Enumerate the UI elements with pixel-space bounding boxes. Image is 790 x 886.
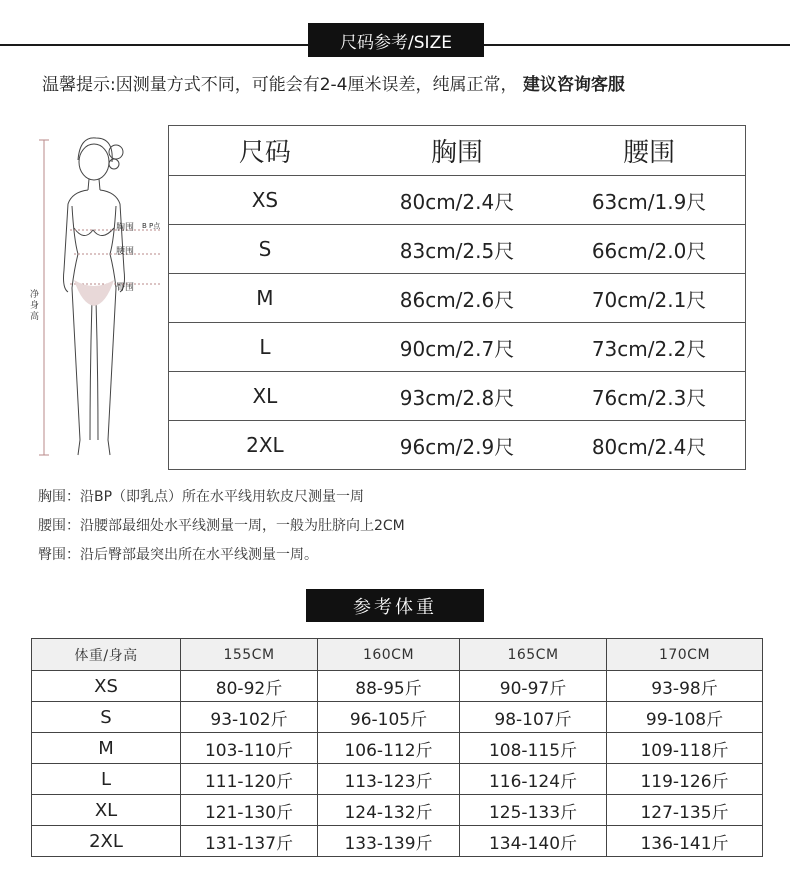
figure-label-hip: 臀围 — [116, 283, 135, 293]
weight-cell: 106-112斤 — [318, 733, 460, 764]
table-row — [32, 826, 763, 857]
weight-cell: 116-124斤 — [460, 764, 607, 795]
table-row — [32, 702, 763, 733]
weight-cell: 124-132斤 — [318, 795, 460, 826]
note-waist: 腰围：沿腰部最细处水平线测量一周，一般为肚脐向上2CM — [38, 518, 405, 534]
figure-label-waist: 腰围 — [116, 247, 135, 257]
size-cell: L — [32, 764, 181, 795]
table-row — [169, 176, 746, 225]
table-row — [169, 274, 746, 323]
header-155cm: 155CM — [181, 639, 318, 671]
notice-text: 温馨提示:因测量方式不同，可能会有2-4厘米误差，纯属正常， — [42, 75, 518, 95]
measurement-notes — [38, 486, 738, 573]
size-cell: M — [169, 274, 361, 323]
weight-cell: 125-133斤 — [460, 795, 607, 826]
size-cell: S — [169, 225, 361, 274]
figure-label-bust: 胸围 — [116, 223, 135, 233]
size-cell: XS — [32, 671, 181, 702]
body-outline-illustration — [30, 120, 170, 470]
table-row — [32, 671, 763, 702]
weight-cell: 109-118斤 — [607, 733, 763, 764]
weight-cell: 96-105斤 — [318, 702, 460, 733]
waist-cell: 63cm/1.9尺 — [553, 176, 745, 225]
weight-table-header — [32, 639, 763, 671]
weight-cell: 108-115斤 — [460, 733, 607, 764]
table-row — [169, 323, 746, 372]
weight-cell: 113-123斤 — [318, 764, 460, 795]
weight-cell: 133-139斤 — [318, 826, 460, 857]
waist-cell: 70cm/2.1尺 — [553, 274, 745, 323]
weight-cell: 88-95斤 — [318, 671, 460, 702]
weight-section-title: 参考体重 — [306, 589, 484, 622]
weight-cell: 134-140斤 — [460, 826, 607, 857]
bust-cell: 86cm/2.6尺 — [361, 274, 553, 323]
size-table-header — [169, 126, 746, 176]
size-cell: XL — [32, 795, 181, 826]
figure-label-bp: B P点 — [142, 222, 161, 230]
size-cell: 2XL — [32, 826, 181, 857]
weight-cell: 127-135斤 — [607, 795, 763, 826]
size-cell: L — [169, 323, 361, 372]
table-row — [32, 795, 763, 826]
bust-cell: 83cm/2.5尺 — [361, 225, 553, 274]
table-row — [169, 421, 746, 470]
body-measurement-figure — [30, 120, 170, 470]
table-row — [32, 733, 763, 764]
waist-cell: 73cm/2.2尺 — [553, 323, 745, 372]
waist-cell: 66cm/2.0尺 — [553, 225, 745, 274]
measurement-notice — [42, 70, 762, 95]
bust-cell: 80cm/2.4尺 — [361, 176, 553, 225]
note-hip: 臀围：沿后臀部最突出所在水平线测量一周。 — [38, 547, 318, 563]
header-size: 尺码 — [169, 126, 361, 176]
size-cell: S — [32, 702, 181, 733]
weight-cell: 121-130斤 — [181, 795, 318, 826]
bust-cell: 96cm/2.9尺 — [361, 421, 553, 470]
table-row — [32, 764, 763, 795]
size-table — [168, 125, 746, 470]
size-section-title: 尺码参考/SIZE — [308, 23, 484, 57]
weight-cell: 98-107斤 — [460, 702, 607, 733]
weight-cell: 90-97斤 — [460, 671, 607, 702]
weight-cell: 131-137斤 — [181, 826, 318, 857]
figure-label-height: 净身高 — [30, 290, 40, 322]
header-waist: 腰围 — [553, 126, 745, 176]
weight-cell: 119-126斤 — [607, 764, 763, 795]
weight-cell: 136-141斤 — [607, 826, 763, 857]
weight-cell: 103-110斤 — [181, 733, 318, 764]
bust-cell: 90cm/2.7尺 — [361, 323, 553, 372]
header-bust: 胸围 — [361, 126, 553, 176]
weight-cell: 93-98斤 — [607, 671, 763, 702]
weight-table — [31, 638, 763, 857]
weight-cell: 80-92斤 — [181, 671, 318, 702]
header-160cm: 160CM — [318, 639, 460, 671]
bust-cell: 93cm/2.8尺 — [361, 372, 553, 421]
weight-cell: 99-108斤 — [607, 702, 763, 733]
notice-emphasis: 建议咨询客服 — [522, 75, 625, 95]
size-cell: XS — [169, 176, 361, 225]
header-165cm: 165CM — [460, 639, 607, 671]
header-170cm: 170CM — [607, 639, 763, 671]
waist-cell: 80cm/2.4尺 — [553, 421, 745, 470]
table-row — [169, 372, 746, 421]
table-row — [169, 225, 746, 274]
note-bust: 胸围：沿BP（即乳点）所在水平线用软皮尺测量一周 — [38, 489, 365, 505]
size-cell: M — [32, 733, 181, 764]
size-cell: 2XL — [169, 421, 361, 470]
header-weight-height: 体重/身高 — [32, 639, 181, 671]
weight-cell: 111-120斤 — [181, 764, 318, 795]
waist-cell: 76cm/2.3尺 — [553, 372, 745, 421]
size-cell: XL — [169, 372, 361, 421]
weight-cell: 93-102斤 — [181, 702, 318, 733]
